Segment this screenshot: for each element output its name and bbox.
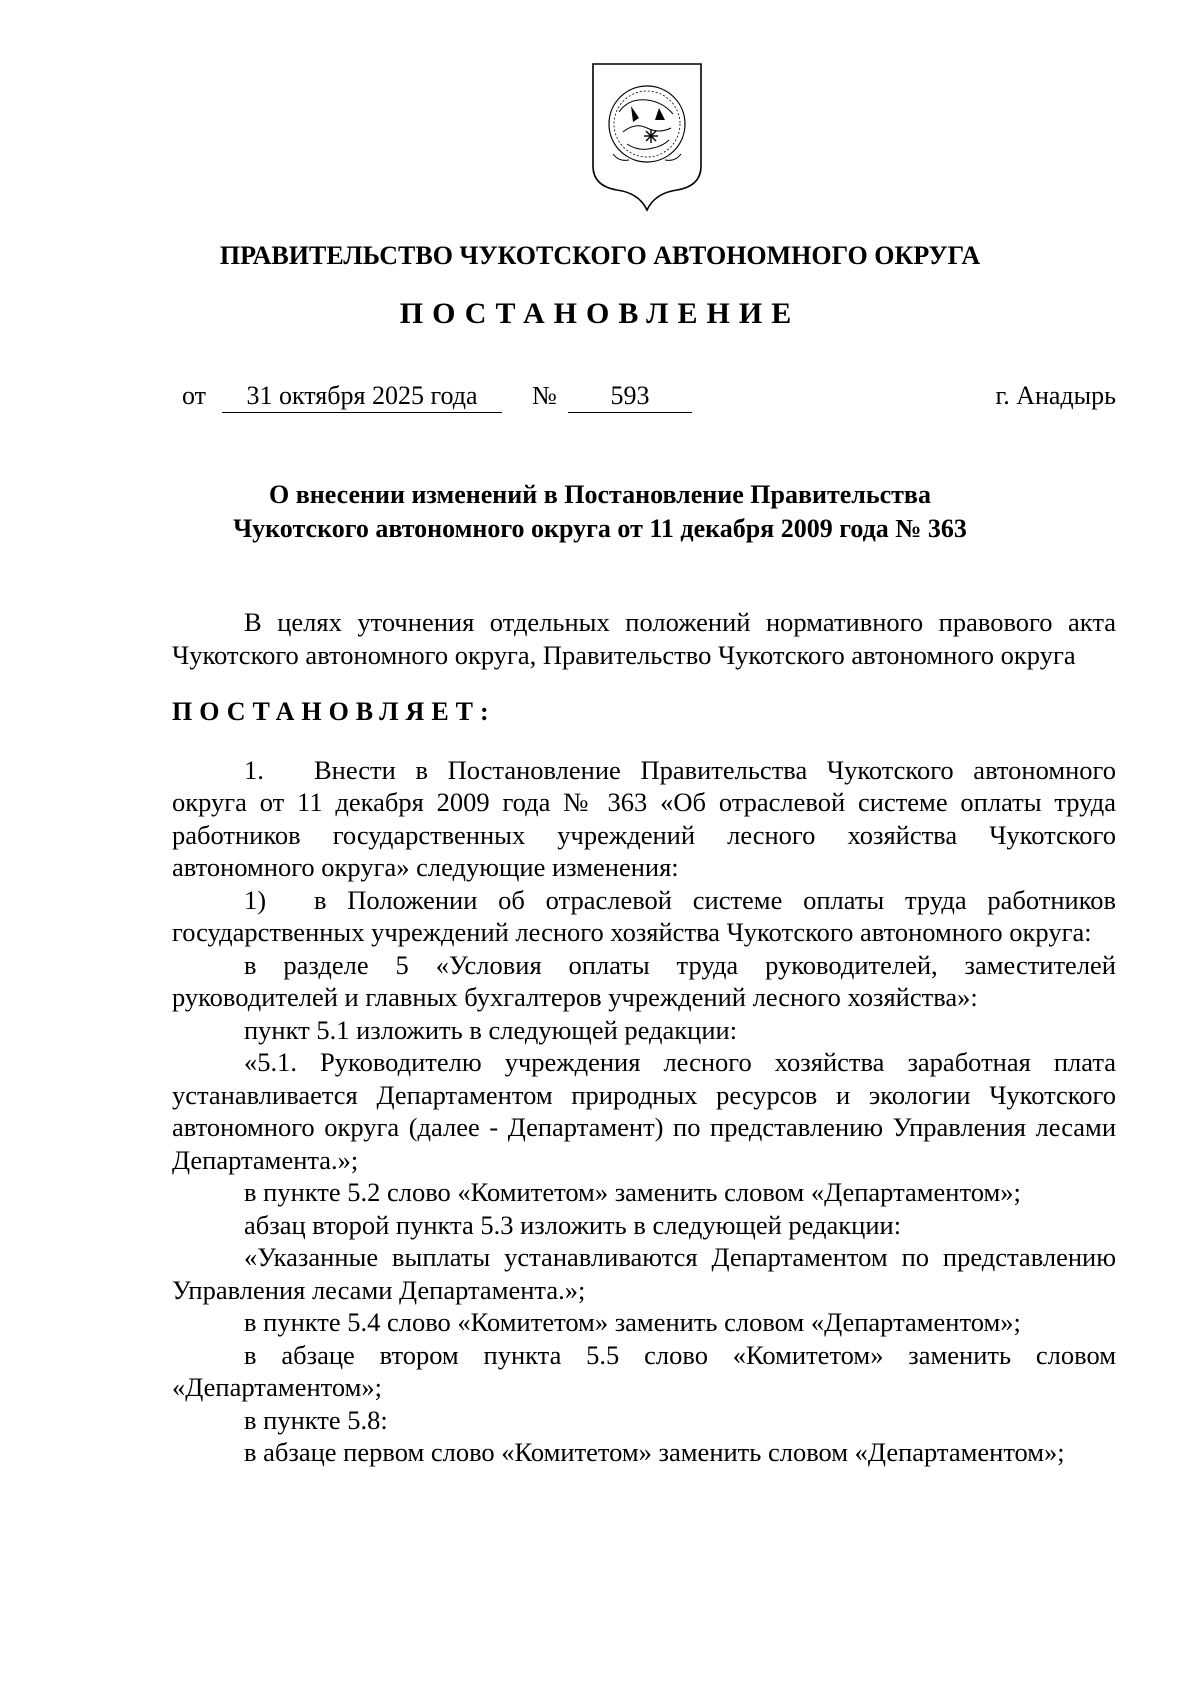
subject-line-1: О внесении изменений в Постановление Правительства bbox=[269, 480, 931, 509]
document-subject bbox=[0, 478, 1200, 546]
subject-line-2: Чукотского автономного округа от 11 декабря 2009 года № 363 bbox=[233, 514, 967, 543]
clause-5-8-first-paragraph: в абзаце первом слово «Комитетом» заменить словом «Департаментом»; bbox=[244, 1437, 1065, 1467]
item-1-text: Внести в Постановление Правительства Чукотского автономного округа от 11 декабря 2009 года № 363 «Об отраслевой системе оплаты труда работников государственных учреждений лесного хозяйства Чукотского автономного округа» следующие изменения: bbox=[172, 754, 1116, 882]
clause-5-3-intro: абзац второй пункта 5.3 изложить в следующей редакции: bbox=[244, 1209, 902, 1240]
item-1-paragraph bbox=[172, 754, 1116, 884]
clause-5-3-text: «Указанные выплаты устанавливаются Департаментом по представлению Управления лесами Департамента.»; bbox=[172, 1242, 1116, 1305]
section-5-paragraph: в разделе 5 «Условия оплаты труда руководителей, заместителей руководителей и главных бухгалтеров учреждений лесного хозяйства»: bbox=[172, 949, 1116, 1012]
subitem-1-text: в Положении об отраслевой системе оплаты труда работников государственных учреждений лесного хозяйства Чукотского автономного округа: bbox=[172, 884, 1116, 947]
document-type-title: ПОСТАНОВЛЕНИЕ bbox=[399, 297, 801, 330]
subitem-1-number: 1) bbox=[244, 884, 267, 915]
preamble-paragraph: В целях уточнения отдельных положений нормативного правового акта Чукотского автономного округа, Правительство Чукотского автономного округа bbox=[172, 607, 1116, 670]
subitem-1-paragraph bbox=[172, 884, 1116, 949]
from-label: от bbox=[182, 381, 207, 410]
clause-5-2-paragraph: в пункте 5.2 слово «Комитетом» заменить словом «Департаментом»; bbox=[244, 1177, 1021, 1207]
clause-5-1-text: «5.1. Руководителю учреждения лесного хозяйства заработная плата устанавливается Департаментом природных ресурсов и экологии Чукотского автономного округа (далее - Департамент) по представлению Управления лесами Департамента.»; bbox=[172, 1047, 1116, 1175]
government-title: ПРАВИТЕЛЬСТВО ЧУКОТСКОГО АВТОНОМНОГО ОКРУГА bbox=[219, 241, 981, 270]
number-label: № bbox=[532, 381, 557, 410]
clause-5-8-intro: в пункте 5.8: bbox=[244, 1404, 388, 1435]
decree-word: ПОСТАНОВЛЯЕТ: bbox=[172, 697, 496, 726]
item-1-number: 1. bbox=[244, 754, 264, 785]
city: г. Анадырь bbox=[995, 381, 1116, 410]
clause-5-5-paragraph: в абзаце втором пункта 5.5 слово «Комитетом» заменить словом «Департаментом»; bbox=[172, 1339, 1116, 1402]
coat-of-arms-emblem bbox=[589, 62, 705, 212]
document-body bbox=[172, 606, 1116, 1469]
document-number: 593 bbox=[568, 380, 692, 413]
clause-5-1-intro: пункт 5.1 изложить в следующей редакции: bbox=[244, 1014, 738, 1045]
document-date: 31 октября 2025 года bbox=[222, 380, 502, 413]
clause-5-4-paragraph: в пункте 5.4 слово «Комитетом» заменить словом «Департаментом»; bbox=[244, 1307, 1021, 1337]
